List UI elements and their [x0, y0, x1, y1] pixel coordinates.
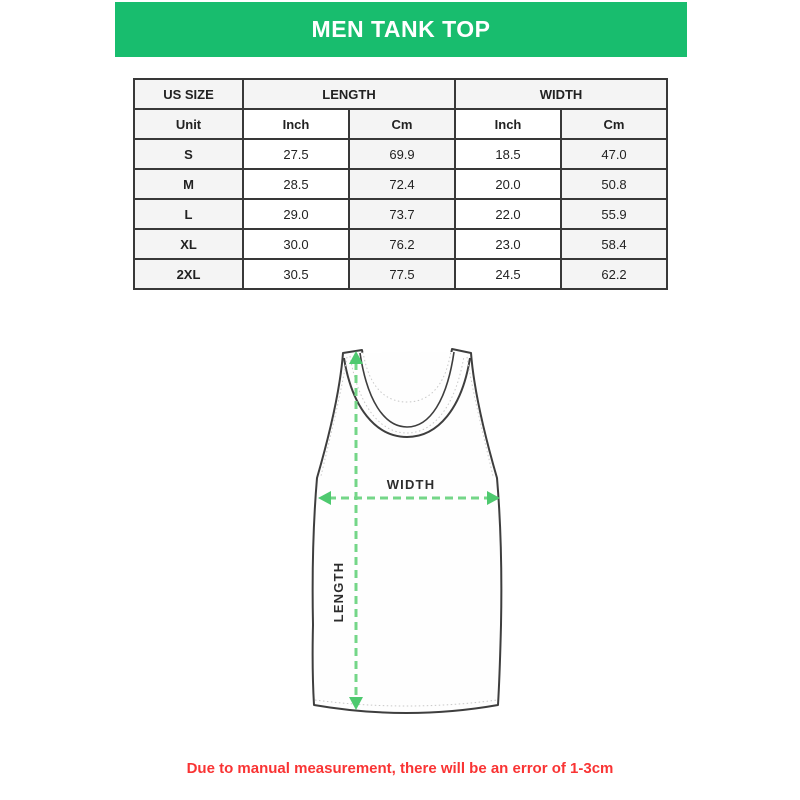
table-unit-row: [134, 109, 667, 139]
measurement-error-note: Due to manual measurement, there will be an error of 1-3cm: [186, 760, 614, 777]
width-cm-value: 55.9: [561, 199, 667, 229]
width-cm-value: 62.2: [561, 259, 667, 289]
tank-top-illustration: [280, 330, 520, 730]
page-title: MEN TANK TOP: [311, 16, 491, 42]
col-header-us-size: US SIZE: [134, 79, 243, 109]
length-inch-value: 30.0: [243, 229, 349, 259]
width-inch-value: 18.5: [455, 139, 561, 169]
length-dimension-label: LENGTH: [331, 561, 346, 623]
size-label: M: [134, 169, 243, 199]
unit-length-cm: Cm: [349, 109, 455, 139]
unit-cell: Unit: [134, 109, 243, 139]
size-label: L: [134, 199, 243, 229]
width-dimension-label: WIDTH: [386, 477, 436, 492]
table-row: [134, 229, 667, 259]
table-row: [134, 139, 667, 169]
table-row: [134, 169, 667, 199]
length-cm-value: 69.9: [349, 139, 455, 169]
unit-width-inch: Inch: [455, 109, 561, 139]
size-label: 2XL: [134, 259, 243, 289]
length-cm-value: 73.7: [349, 199, 455, 229]
length-cm-value: 77.5: [349, 259, 455, 289]
unit-width-cm: Cm: [561, 109, 667, 139]
width-inch-value: 24.5: [455, 259, 561, 289]
length-inch-value: 28.5: [243, 169, 349, 199]
unit-length-inch: Inch: [243, 109, 349, 139]
width-inch-value: 20.0: [455, 169, 561, 199]
length-cm-value: 72.4: [349, 169, 455, 199]
width-cm-value: 47.0: [561, 139, 667, 169]
table-row: [134, 199, 667, 229]
width-inch-value: 23.0: [455, 229, 561, 259]
length-inch-value: 30.5: [243, 259, 349, 289]
size-label: S: [134, 139, 243, 169]
width-inch-value: 22.0: [455, 199, 561, 229]
col-header-width: WIDTH: [455, 79, 667, 109]
size-chart-table: [133, 78, 668, 290]
col-header-length: LENGTH: [243, 79, 455, 109]
size-label: XL: [134, 229, 243, 259]
table-header-row: [134, 79, 667, 109]
tank-top-measurement-diagram: [280, 330, 520, 730]
length-inch-value: 27.5: [243, 139, 349, 169]
title-banner: [115, 2, 687, 57]
width-cm-value: 50.8: [561, 169, 667, 199]
length-inch-value: 29.0: [243, 199, 349, 229]
length-cm-value: 76.2: [349, 229, 455, 259]
table-row: [134, 259, 667, 289]
width-cm-value: 58.4: [561, 229, 667, 259]
